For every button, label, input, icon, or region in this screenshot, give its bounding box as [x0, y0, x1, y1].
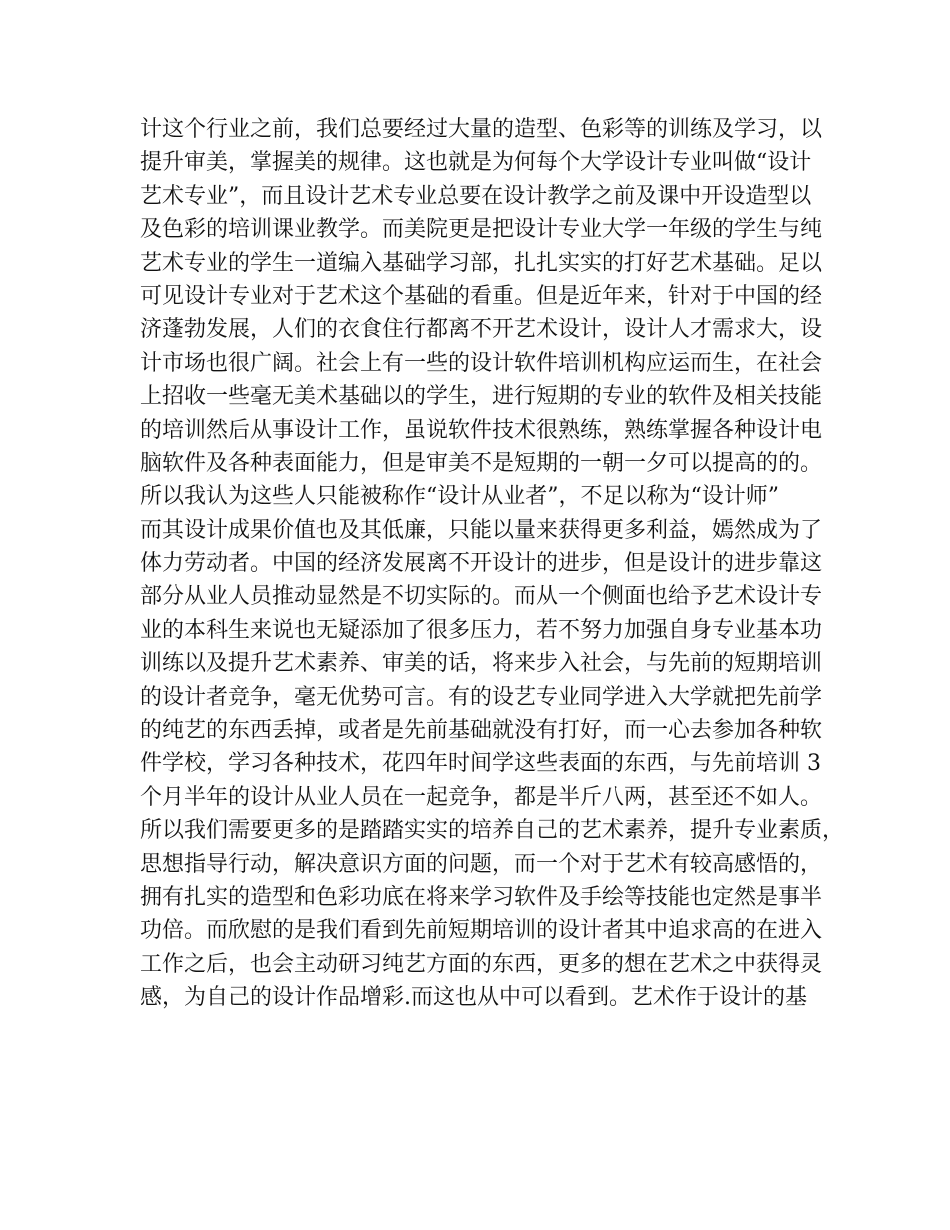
text-line: 济蓬勃发展，人们的衣食住行都离不开艺术设计，设计人才需求大，设: [140, 317, 823, 343]
text-line: 所以我们需要更多的是踏踏实实的培养自己的艺术素养，提升专业素质，: [140, 818, 845, 844]
text-line: 计这个行业之前，我们总要经过大量的造型、色彩等的训练及学习，以: [140, 117, 823, 142]
text-line: 件学校，学习各种技术，花四年时间学这些表面的东西，与先前培训 3: [140, 751, 821, 777]
text-line: 拥有扎实的造型和色彩功底在将来学习软件及手绘等技能也定然是事半: [140, 884, 823, 910]
text-line: 功倍。而欣慰的是我们看到先前短期培训的设计者其中追求高的在进入: [140, 918, 823, 944]
text-line: 可见设计专业对于艺术这个基础的看重。但是近年来，针对于中国的经: [140, 283, 823, 309]
text-line: 的培训然后从事设计工作，虽说软件技术很熟练，熟练掌握各种设计电: [140, 417, 823, 443]
text-line: 业的本科生来说也无疑添加了很多压力，若不努力加强自身专业基本功: [140, 617, 823, 643]
text-line: 思想指导行动，解决意识方面的问题，而一个对于艺术有较高感悟的，: [140, 851, 823, 877]
text-line: 上招收一些毫无美术基础以的学生，进行短期的专业的软件及相关技能: [140, 384, 823, 410]
text-line: 工作之后，也会主动研习纯艺方面的东西，更多的想在艺术之中获得灵: [140, 951, 823, 977]
body-paragraph: [140, 113, 845, 1015]
text-line: 及色彩的培训课业教学。而美院更是把设计专业大学一年级的学生与纯: [140, 217, 823, 243]
text-line: 个月半年的设计从业人员在一起竞争，都是半斤八两，甚至还不如人。: [140, 784, 823, 810]
text-line: 计市场也很广阔。社会上有一些的设计软件培训机构应运而生，在社会: [140, 350, 823, 376]
text-line: 训练以及提升艺术素养、审美的话，将来步入社会，与先前的短期培训: [140, 651, 823, 677]
text-line: 所以我认为这些人只能被称作“设计从业者”，不足以称为“设计师”: [140, 484, 779, 510]
text-line: 体力劳动者。中国的经济发展离不开设计的进步，但是设计的进步靠这: [140, 551, 823, 577]
text-line: 提升审美，掌握美的规律。这也就是为何每个大学设计专业叫做“设计: [140, 150, 812, 176]
text-line: 脑软件及各种表面能力，但是审美不是短期的一朝一夕可以提高的的。: [140, 450, 823, 476]
text-line: 部分从业人员推动显然是不切实际的。而从一个侧面也给予艺术设计专: [140, 584, 823, 610]
text-line: 而其设计成果价值也及其低廉，只能以量来获得更多利益，嫣然成为了: [140, 517, 823, 543]
text-line: 艺术专业”，而且设计艺术专业总要在设计教学之前及课中开设造型以: [140, 183, 812, 209]
text-line: 的纯艺的东西丢掉，或者是先前基础就没有打好，而一心去参加各种软: [140, 718, 823, 744]
text-line: 感，为自己的设计作品增彩.而这也从中可以看到。艺术作于设计的基: [140, 985, 807, 1011]
text-line: 的设计者竞争，毫无优势可言。有的设艺专业同学进入大学就把先前学: [140, 684, 823, 710]
text-line: 艺术专业的学生一道编入基础学习部，扎扎实实的打好艺术基础。足以: [140, 250, 823, 276]
